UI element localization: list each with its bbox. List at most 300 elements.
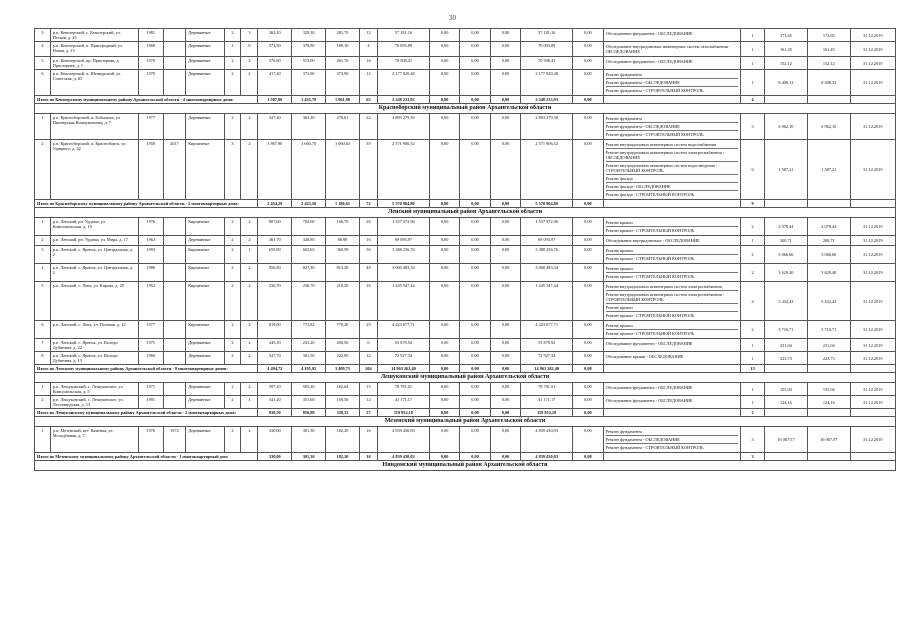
table-cell: 0,00 (429, 200, 459, 208)
table-cell: 0,00 (490, 321, 520, 339)
table-cell: 0,00 (490, 453, 520, 461)
work-item: Ремонт внутридомовых инженерных систем водоотведения - СТРОИТЕЛЬНЫЙ КОНТРОЛЬ (606, 162, 739, 175)
table-cell: 4 (359, 42, 377, 57)
table-cell: 0,00 (573, 396, 603, 409)
table-cell: 2 248 233,93 (521, 96, 573, 104)
table-cell: 361,70 (258, 236, 292, 246)
table-cell: 0,00 (429, 453, 459, 461)
table-cell: 12 (359, 352, 377, 365)
table-cell: 72 927,34 (377, 352, 429, 365)
table-cell: 0,00 (490, 70, 520, 96)
work-item: Ремонт крыши - СТРОИТЕЛЬНЫЙ КОНТРОЛЬ (605, 256, 695, 261)
table-cell: 1 433,70 (292, 96, 326, 104)
table-cell: 1 (741, 236, 765, 246)
table-cell: 0,00 (460, 246, 490, 264)
table-cell: р.п. Ленский, с. Яренск, ул. Володи Дубинина, д. 22 (50, 339, 138, 352)
table-cell: 1 557 372,96 (377, 218, 429, 236)
table-cell: 1 (35, 427, 51, 453)
table-cell: 0,00 (573, 42, 603, 57)
table-cell: 182,64 (326, 383, 360, 396)
table-cell: р.п. Кенозерский, с. Кенозерский, ул. Песков, д. 25 (50, 29, 138, 42)
table-cell (764, 200, 807, 208)
table-cell: 5 066,66 (807, 246, 850, 264)
table-cell: 0,00 (460, 352, 490, 365)
table-cell: 31.12.2019 (850, 140, 895, 200)
table-cell: 2 (35, 396, 51, 409)
works-cell (603, 427, 741, 453)
table-cell: р.п. Мезенский, пгт. Каменка, ул. Молодёжная, д. 7 (50, 427, 138, 453)
table-cell: 2 (224, 427, 241, 453)
table-cell: 41 171,17 (521, 396, 573, 409)
table-cell: 819,00 (258, 321, 292, 339)
table-cell: 1 507,00 (258, 96, 292, 104)
table-cell (163, 236, 186, 246)
table-cell: 2 (741, 409, 765, 417)
table-cell: 182,20 (326, 453, 360, 461)
table-cell: 0,00 (573, 96, 603, 104)
table-cell: 1 (741, 57, 765, 70)
table-cell: 48 (359, 264, 377, 282)
table-cell: р.п. Кенозерский, п. Шенкурский, ул. Советская, д. 65 (50, 70, 138, 96)
work-item: Ремонт крыши (606, 265, 739, 273)
table-cell: 0,00 (490, 365, 520, 373)
table-cell: 0,00 (460, 70, 490, 96)
table-cell (764, 365, 807, 373)
table-cell: Кирпичные (186, 246, 224, 264)
work-item: Ремонт фундамента (606, 428, 739, 436)
table-cell: 4 (741, 96, 765, 104)
table-cell: 0,00 (429, 396, 459, 409)
table-cell: 31.12.2019 (850, 396, 895, 409)
table-cell: 4 839 430,03 (377, 453, 429, 461)
works-cell (603, 264, 741, 282)
table-cell: 0,00 (573, 246, 603, 264)
table-cell: 1958 (138, 140, 163, 200)
table-cell: р.п. Красноборский, п. Красноборск, ул. Урицкого, д. 42 (50, 140, 138, 200)
table-cell: 2 571 906,52 (377, 140, 429, 200)
table-cell: 218,30 (326, 282, 360, 321)
table-cell: 0,00 (573, 365, 603, 373)
table-cell: 1991 (138, 396, 163, 409)
table-cell: 3 629,40 (807, 264, 850, 282)
table-cell: 573,50 (258, 42, 292, 57)
table-cell: 0,00 (460, 282, 490, 321)
table-cell: 31.12.2019 (850, 218, 895, 236)
table-cell: 0,00 (429, 282, 459, 321)
table-cell: 1 060,63 (326, 140, 360, 200)
table-cell: 0,00 (490, 246, 520, 264)
works-cell (603, 383, 741, 396)
table-cell: р.п. Ленский, рп. Урдома, ул. Комсомольская, д. 19 (50, 218, 138, 236)
housing-repair-table (34, 28, 896, 471)
work-item: Ремонт внутридомовых инженерных систем водоснабжения (606, 141, 739, 149)
table-cell: 0,00 (490, 409, 520, 417)
table-cell: 0,00 (429, 365, 459, 373)
table-cell: 3 388 256,76 (521, 246, 573, 264)
table-cell: р.п. Красноборский, п. Бобылиха, ул. Пионерская Коммунальная, д. 7 (50, 114, 138, 140)
table-cell: 6 (35, 70, 51, 96)
table-row (35, 264, 896, 282)
table-cell: 2 (741, 246, 765, 264)
table-cell: 155,94 (807, 383, 850, 396)
table-cell: 0,00 (460, 114, 490, 140)
table-cell: 2 (241, 264, 258, 282)
district-header-row (35, 104, 896, 114)
table-cell: 659,90 (258, 246, 292, 264)
district-name: Няндомский муниципальный район Архангельской области (35, 461, 896, 471)
table-cell: 2 (224, 114, 241, 140)
table-cell: 56 (359, 246, 377, 264)
table-cell: 2 (224, 321, 241, 339)
table-cell: 31.12.2019 (850, 427, 895, 453)
table-cell: 0,00 (573, 114, 603, 140)
table-cell: 0,00 (490, 264, 520, 282)
table-cell: 152,12 (807, 57, 850, 70)
table-cell: 76 093,89 (521, 42, 573, 57)
table-cell: 72 927,34 (521, 352, 573, 365)
table-cell: 204 (359, 365, 377, 373)
table-cell: 2 (241, 321, 258, 339)
table-cell: 0,00 (490, 57, 520, 70)
table-cell: 78 781,01 (377, 383, 429, 396)
table-cell: 417,40 (258, 70, 292, 96)
table-cell: 0,00 (490, 42, 520, 57)
table-cell: 0,00 (490, 383, 520, 396)
table-body (35, 29, 896, 471)
table-cell: р.п. Ленский, с. Яренск, ул. Володи Дубинина, д. 13 (50, 352, 138, 365)
table-cell: 31.12.2019 (850, 321, 895, 339)
table-cell: 0,00 (573, 70, 603, 96)
table-cell: 4 839 430,03 (377, 427, 429, 453)
table-cell: 0,00 (429, 42, 459, 57)
table-cell: 2 (224, 236, 241, 246)
table-cell: 4 (741, 282, 765, 321)
table-cell (850, 96, 895, 104)
works-cell (603, 114, 741, 140)
table-cell: 1976 (138, 218, 163, 236)
table-cell: 0,00 (573, 321, 603, 339)
table-cell: 1977 (138, 321, 163, 339)
table-cell: 0,00 (460, 140, 490, 200)
table-cell: 12 (359, 396, 377, 409)
table-cell: 2 (224, 282, 241, 321)
table-cell: 1 245 547,44 (521, 282, 573, 321)
table-row (35, 246, 896, 264)
table-cell: р.п. Кенозерский, п. Пригородный, ул. Новая, д. 13 (50, 42, 138, 57)
table-cell: 6 962,10 (807, 114, 850, 140)
work-item: Ремонт фундамента - СТРОИТЕЛЬНЫЙ КОНТРОЛЬ (605, 88, 704, 93)
table-cell: 328,80 (292, 236, 326, 246)
table-cell: 31.12.2019 (850, 264, 895, 282)
work-item: Ремонт фундамента (606, 71, 739, 79)
table-cell: 301,30 (292, 427, 326, 453)
work-item: Обследование фундамента - ОБСЛЕДОВАНИЕ (605, 341, 693, 346)
work-item: Обследование крыши - ОБСЛЕДОВАНИЕ (605, 354, 684, 359)
table-cell: 0,00 (460, 218, 490, 236)
table-cell: Деревянные (186, 29, 224, 42)
table-cell: р.п. Ленский, рп. Урдома, ул. Мира, д. 17 (50, 236, 138, 246)
table-cell: 29 (359, 321, 377, 339)
table-cell (850, 200, 895, 208)
table-cell: 15 (741, 365, 765, 373)
work-item: Ремонт внутридомовых инженерных систем электроснабжения - СТРОИТЕЛЬНЫЙ КОНТРОЛЬ (606, 291, 739, 304)
table-cell: 31.12.2019 (850, 29, 895, 42)
table-cell: 4 195,92 (292, 365, 326, 373)
table-cell: 261,70 (326, 57, 360, 70)
table-cell: 0,00 (460, 427, 490, 453)
table-cell: 341,40 (258, 396, 292, 409)
table-cell (603, 96, 741, 104)
table-cell: 16 (359, 282, 377, 321)
table-cell: 0,00 (490, 200, 520, 208)
table-cell: 0,00 (429, 218, 459, 236)
table-cell (764, 96, 807, 104)
table-cell: 5 432,43 (764, 282, 807, 321)
table-cell: Деревянные (186, 396, 224, 409)
work-item: Ремонт фундамента - ОБСЛЕДОВАНИЕ (606, 123, 739, 131)
page-number: 30 (449, 14, 456, 22)
table-cell: 1 (741, 383, 765, 396)
table-cell: 0,00 (429, 264, 459, 282)
table-cell: 0,00 (573, 282, 603, 321)
table-cell: 0,00 (460, 29, 490, 42)
work-item: Обследование фундамента - ОБСЛЕДОВАНИЕ (605, 385, 693, 390)
table-cell: 124,16 (764, 396, 807, 409)
table-row (35, 383, 896, 396)
table-cell: 72 (359, 200, 377, 208)
table-row (35, 218, 896, 236)
table-cell: 2 (241, 282, 258, 321)
table-cell: 124,16 (807, 396, 850, 409)
table-cell: 5 066,66 (764, 246, 807, 264)
table-cell (850, 365, 895, 373)
table-row (35, 352, 896, 365)
table-cell: 223,73 (807, 352, 850, 365)
table-cell: 1 (35, 114, 51, 140)
table-cell: 0,00 (460, 321, 490, 339)
table-cell: 2 (741, 218, 765, 236)
table-cell: Кирпичные (186, 140, 224, 200)
table-cell: 70 508,41 (377, 57, 429, 70)
table-cell: 2 (224, 264, 241, 282)
table-cell (163, 29, 186, 42)
table-cell: 4 839 430,03 (521, 453, 573, 461)
table-row (35, 57, 896, 70)
table-cell (163, 218, 186, 236)
table-cell: Деревянные (186, 339, 224, 352)
table-cell: 1993 (138, 246, 163, 264)
table-cell: 2 (241, 352, 258, 365)
table-cell: 4 (35, 264, 51, 282)
works-cell (603, 57, 741, 70)
works-cell (603, 339, 741, 352)
table-cell: 233,20 (292, 339, 326, 352)
table-cell: 1 (241, 396, 258, 409)
table-cell: 76 093,89 (377, 42, 429, 57)
table-cell: 347,70 (258, 352, 292, 365)
table-cell (807, 96, 850, 104)
table-cell: 329,30 (292, 29, 326, 42)
table-cell: 0,00 (429, 70, 459, 96)
table-cell: 1966 (138, 352, 163, 365)
table-cell: 0,00 (490, 339, 520, 352)
table-cell (764, 453, 807, 461)
table-cell: 8 (35, 352, 51, 365)
table-cell: 301,30 (292, 453, 326, 461)
table-cell: 5 570 904,80 (377, 200, 429, 208)
work-item: Ремонт крыши (606, 219, 739, 227)
table-cell: 57 181,16 (521, 29, 573, 42)
district-total-row (35, 453, 896, 461)
table-cell: 0,00 (460, 57, 490, 70)
table-cell: 2 893 279,30 (377, 114, 429, 140)
table-cell: 3 (35, 29, 51, 42)
table-cell: Деревянные (186, 114, 224, 140)
table-cell: 22 (359, 114, 377, 140)
table-row (35, 29, 896, 42)
table-cell (163, 264, 186, 282)
table-cell: 0,00 (429, 57, 459, 70)
table-cell: 1 660,70 (292, 140, 326, 200)
district-name: Ленский муниципальный район Архангельской области (35, 208, 896, 218)
table-cell: 3 060 483,34 (521, 264, 573, 282)
table-cell: 1986 (138, 264, 163, 282)
table-cell: 597,10 (258, 383, 292, 396)
table-cell: 1977 (138, 114, 163, 140)
table-row (35, 70, 896, 96)
table-cell: 0,00 (490, 140, 520, 200)
table-cell: 270,61 (326, 114, 360, 140)
table-cell: 0,00 (429, 339, 459, 352)
table-cell: 0,00 (460, 42, 490, 57)
table-cell: 2 (224, 70, 241, 96)
table-cell: 57 181,16 (377, 29, 429, 42)
works-cell (603, 282, 741, 321)
table-cell: 0,00 (429, 427, 459, 453)
table-cell: 6 (359, 339, 377, 352)
table-cell: 1979 (138, 70, 163, 96)
table-cell: 330,00 (258, 453, 292, 461)
table-cell: 505,20 (292, 383, 326, 396)
table-cell: Деревянные (186, 70, 224, 96)
table-cell: 12 (359, 29, 377, 42)
table-cell: 3 (224, 140, 241, 200)
table-cell: 4 494,72 (258, 365, 292, 373)
total-label: Итого по Лешуконскому муниципальному району Архангельской области - 2 многоквартирных дома: (35, 409, 258, 417)
table-cell: 358,32 (326, 409, 360, 417)
table-cell: 1 557 372,96 (521, 218, 573, 236)
table-cell: 119 952,18 (377, 409, 429, 417)
table-cell: 1 (741, 396, 765, 409)
table-cell: 0,00 (573, 453, 603, 461)
work-item: Ремонт фасада - ОБСЛЕДОВАНИЕ (606, 183, 739, 191)
table-cell (163, 114, 186, 140)
table-cell: 2017 (163, 140, 186, 200)
table-cell: 2 (224, 218, 241, 236)
table-cell: 53 878,92 (377, 339, 429, 352)
table-cell: 3 (741, 427, 765, 453)
table-cell: р.п. Кенозерский, пр. Приозерная, д. Приозерная, д. 1 (50, 57, 138, 70)
table-cell: Кирпичные (186, 218, 224, 236)
table-cell: 0,00 (573, 29, 603, 42)
work-item: Ремонт крыши - СТРОИТЕЛЬНЫЙ КОНТРОЛЬ (605, 228, 695, 233)
table-cell: 2 248 233,93 (377, 96, 429, 104)
table-cell: 3 (241, 29, 258, 42)
table-cell: 770,20 (326, 321, 360, 339)
table-cell: 2 (224, 339, 241, 352)
table-cell: 1 (35, 383, 51, 396)
work-item: Ремонт фасада - СТРОИТЕЛЬНЫЙ КОНТРОЛЬ (605, 192, 695, 197)
table-cell: 3 (741, 114, 765, 140)
work-item: Ремонт фундамента - ОБСЛЕДОВАНИЕ (606, 79, 739, 87)
table-cell: 5 (35, 282, 51, 321)
table-cell: р.п. Лешуконский, с. Лешуконское, ул. Лесозаводская, д. 13 (50, 396, 138, 409)
table-cell: 182,20 (326, 427, 360, 453)
table-cell: 0,00 (490, 427, 520, 453)
table-cell: 15 (359, 383, 377, 396)
table-cell: 956,40 (258, 264, 292, 282)
table-cell: 12 (359, 70, 377, 96)
table-cell: 0,00 (429, 96, 459, 104)
work-item: Ремонт внутридомовых инженерных систем электроснабжения (606, 283, 739, 291)
table-cell: 69 093,97 (521, 236, 573, 246)
table-cell: 1981 (138, 29, 163, 42)
table-cell: 152,12 (764, 57, 807, 70)
table-cell: 7 (35, 339, 51, 352)
table-cell: 0,00 (429, 409, 459, 417)
table-cell: 3 388 256,76 (377, 246, 429, 264)
table-cell: 189,10 (326, 42, 360, 57)
table-cell: 5 716,71 (807, 321, 850, 339)
table-cell: р.п. Ленский, с. Лена, ул. Полевая, д. 42 (50, 321, 138, 339)
table-cell (163, 383, 186, 396)
work-item: Обследование фундамента - ОБСЛЕДОВАНИЕ (605, 398, 693, 403)
table-cell: 2 (224, 246, 241, 264)
table-cell: 14 963 262,40 (377, 365, 429, 373)
table-cell: 2 078,44 (807, 218, 850, 236)
table-cell: 0,00 (429, 236, 459, 246)
table-cell: 222,90 (326, 352, 360, 365)
table-cell: 2 (241, 339, 258, 352)
district-header-row (35, 417, 896, 427)
works-cell (603, 352, 741, 365)
table-cell: 0,00 (429, 383, 459, 396)
table-cell: 2 (241, 383, 258, 396)
table-cell: Деревянные (186, 236, 224, 246)
table-cell: 0,00 (460, 236, 490, 246)
table-cell: 0,00 (460, 264, 490, 282)
table-cell: 330,00 (258, 427, 292, 453)
table-cell: Деревянные (186, 352, 224, 365)
table-cell: 166,70 (326, 218, 360, 236)
table-cell: 0,00 (490, 236, 520, 246)
table-cell: 813,30 (326, 264, 360, 282)
table-cell: р.п. Ленский, с. Яренск, ул. Центральная, д. 2 (50, 264, 138, 282)
works-cell (603, 321, 741, 339)
table-cell: 1 587,21 (764, 140, 807, 200)
table-cell: 236,70 (258, 282, 292, 321)
table-cell: 231,04 (764, 339, 807, 352)
table-cell: 9 (741, 200, 765, 208)
table-cell: 2 177 820,48 (521, 70, 573, 96)
table-cell: 1975 (138, 339, 163, 352)
total-label: Итого по Кенозерскому муниципальному району Архангельской области - 4 многоквартирных дома: (35, 96, 258, 104)
table-row (35, 427, 896, 453)
table-cell: 3 060 483,34 (377, 264, 429, 282)
table-cell: 3 (741, 453, 765, 461)
table-cell: 1971 (138, 383, 163, 396)
table-cell: 827,30 (292, 264, 326, 282)
